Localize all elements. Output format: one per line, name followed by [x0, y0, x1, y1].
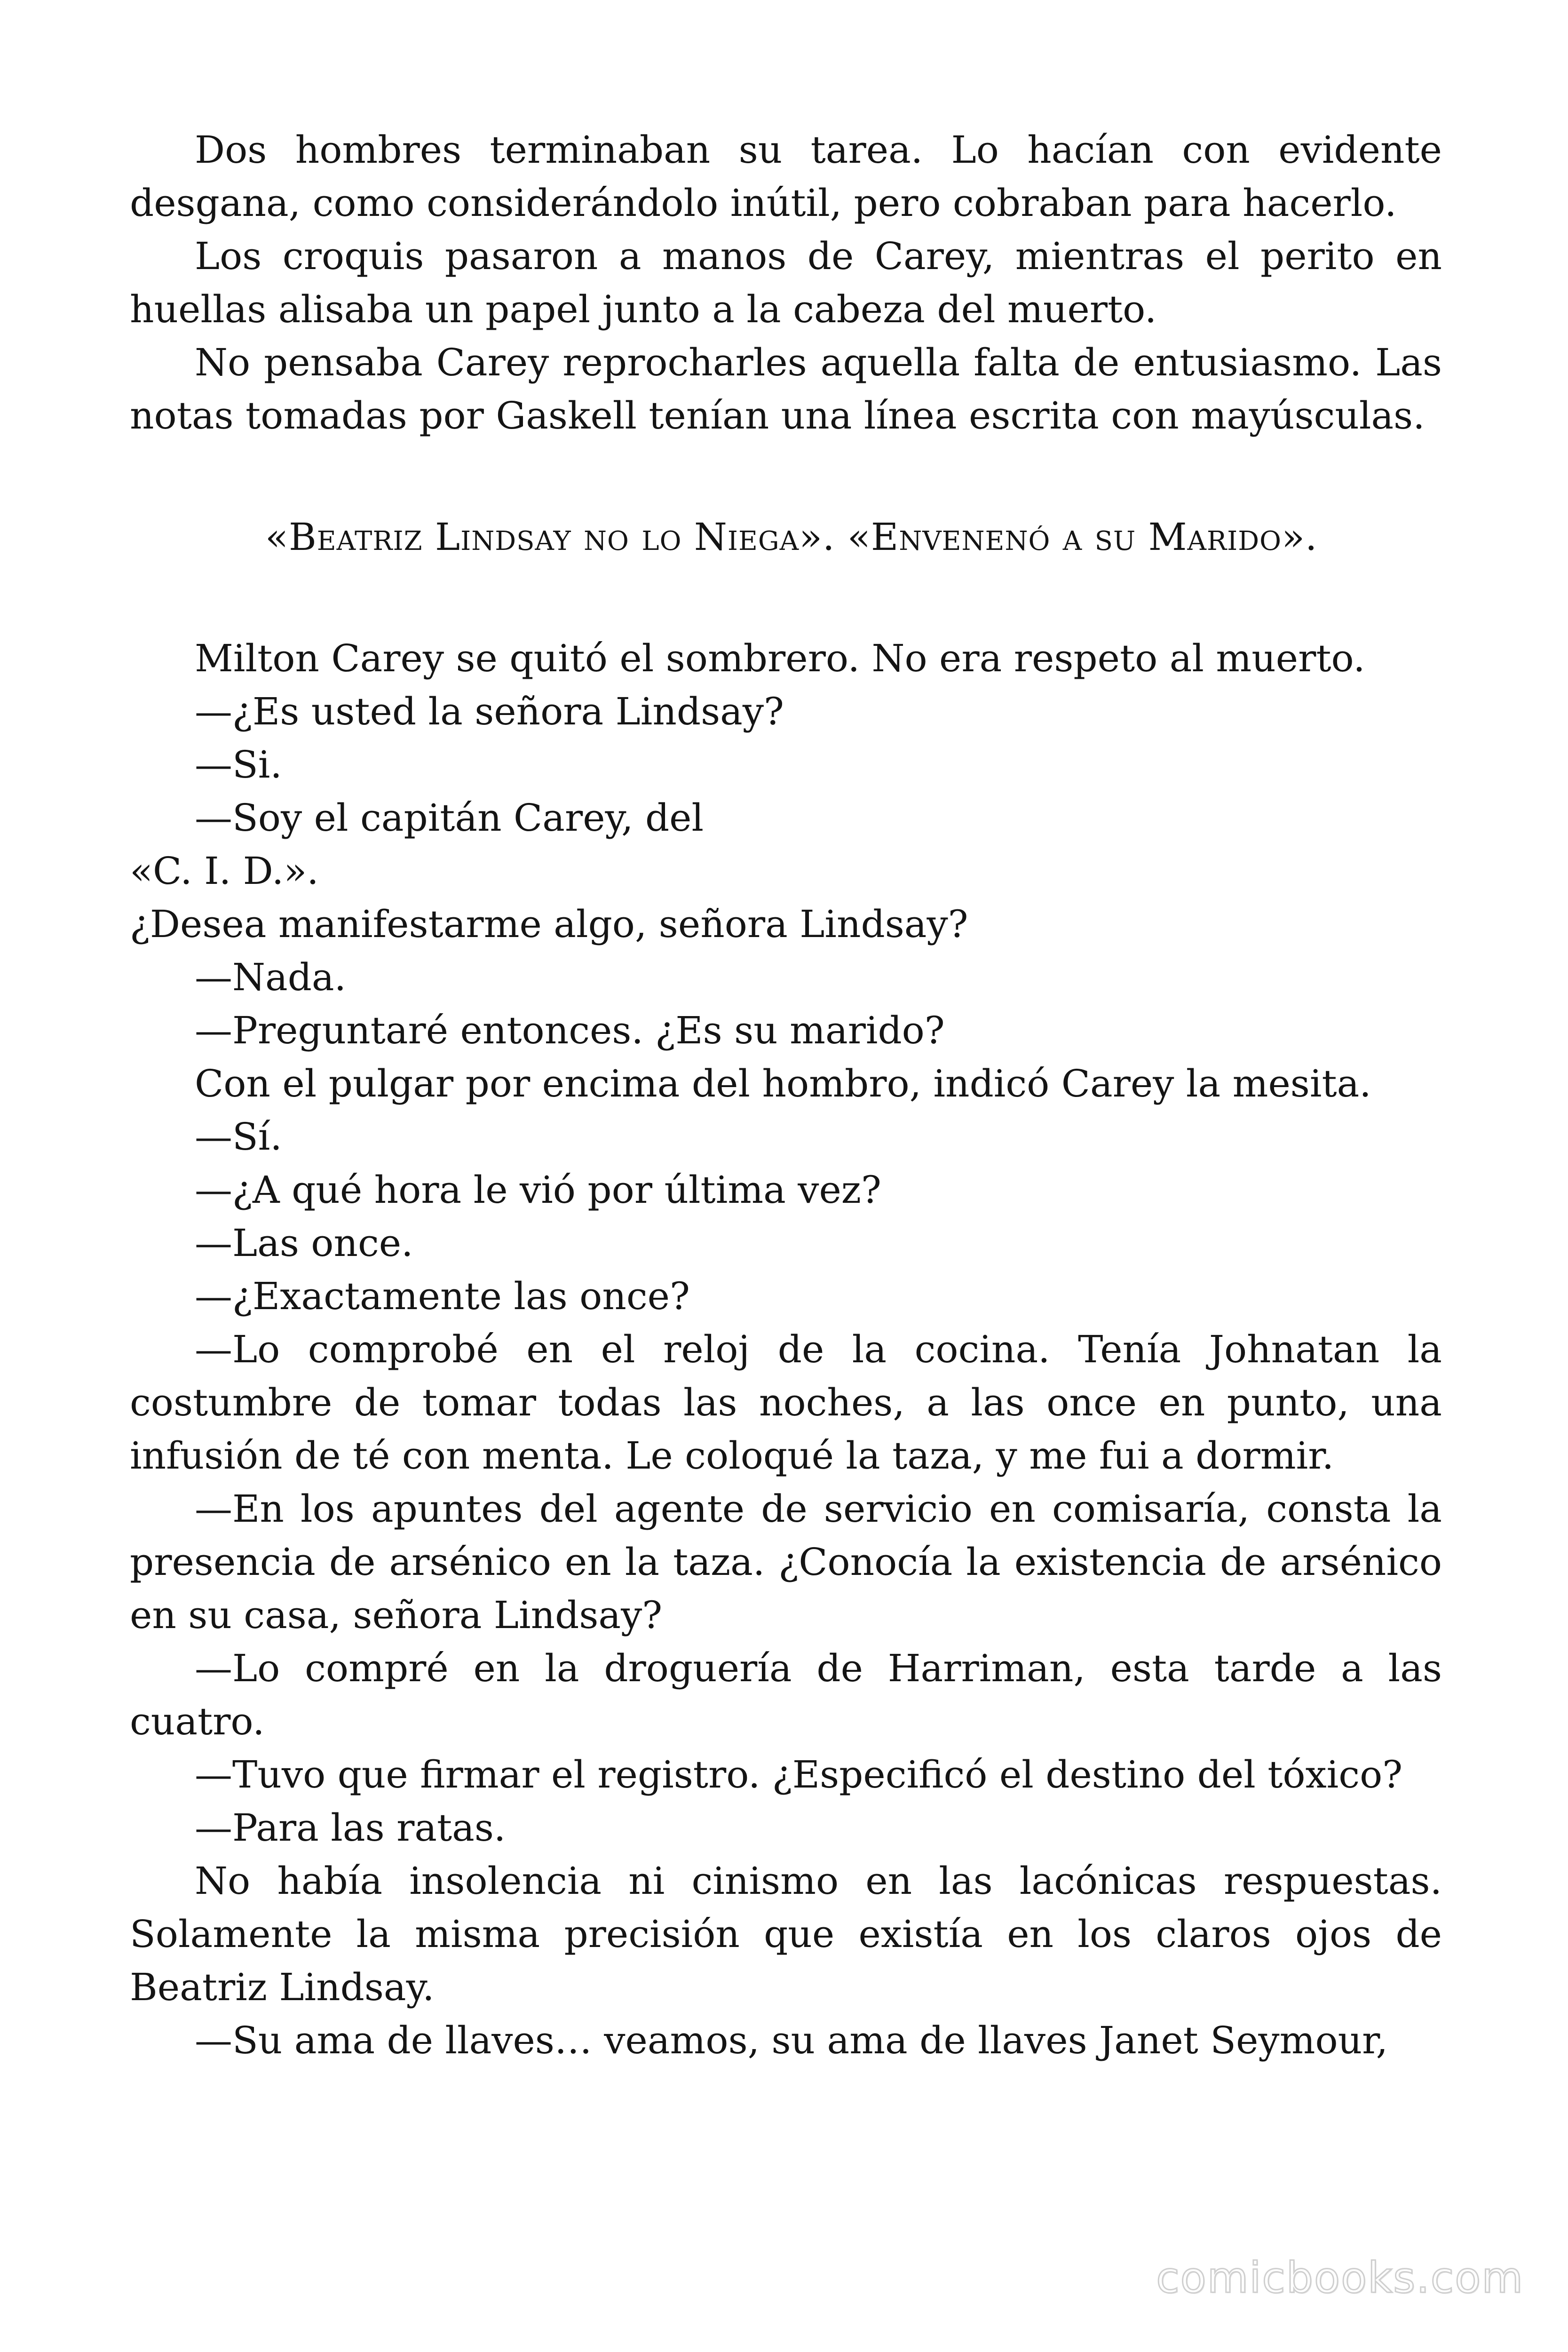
- paragraph: «C. I. D.».: [130, 849, 319, 893]
- paragraph: —¿Exactamente las once?: [195, 1274, 690, 1318]
- paragraph: No pensaba Carey reprocharles aquella falta de entusiasmo. Las notas tomadas por Gaskell tenían una línea escrita con mayúsculas.: [130, 341, 1442, 437]
- paragraph: —En los apuntes del agente de servicio en comisaría, consta la presencia de arsénico en la taza. ¿Conocía la existencia de arsénico en su casa, señora Lindsay?: [130, 1487, 1442, 1637]
- paragraph: —Soy el capitán Carey, del: [195, 796, 704, 840]
- paragraph: —Lo comprobé en el reloj de la cocina. Tenía Johnatan la costumbre de tomar todas las noches, a las once en punto, una infusión de té con menta. Le coloqué la taza, y me fui a dormir.: [130, 1327, 1442, 1478]
- paragraph: No había insolencia ni cinismo en las lacónicas respuestas. Solamente la misma precisión que existía en los claros ojos de Beatriz Lindsay.: [130, 1859, 1442, 2009]
- paragraph: Dos hombres terminaban su tarea. Lo hacían con evidente desgana, como considerándolo inútil, pero cobraban para hacerlo.: [130, 128, 1442, 225]
- paragraph: —Sí.: [195, 1115, 282, 1159]
- paragraph: —¿A qué hora le vió por última vez?: [195, 1168, 881, 1212]
- paragraph: —Nada.: [195, 955, 347, 999]
- dialogue-paragraphs: [130, 632, 1442, 2067]
- paragraph: —Si.: [195, 743, 282, 787]
- watermark: comicbooks.com: [1156, 2253, 1524, 2303]
- paragraph: —Su ama de llaves… veamos, su ama de llaves Janet Seymour,: [195, 2018, 1388, 2062]
- paragraph: —Para las ratas.: [195, 1806, 506, 1850]
- quote-text: «Beatriz Lindsay no lo Niega». «Envenenó a su Marido».: [265, 515, 1318, 559]
- paragraph: Con el pulgar por encima del hombro, indicó Carey la mesita.: [195, 1062, 1371, 1105]
- paragraph: —¿Es usted la señora Lindsay?: [195, 690, 784, 733]
- opening-paragraphs: [130, 123, 1442, 442]
- quoted-headline: [130, 508, 1442, 566]
- paragraph: —Tuvo que firmar el registro. ¿Especificó el destino del tóxico?: [195, 1753, 1403, 1796]
- paragraph: Los croquis pasaron a manos de Carey, mientras el perito en huellas alisaba un papel junto a la cabeza del muerto.: [130, 234, 1442, 331]
- paragraph: —Lo compré en la droguería de Harriman, esta tarde a las cuatro.: [130, 1646, 1442, 1743]
- paragraph: Milton Carey se quitó el sombrero. No era respeto al muerto.: [195, 636, 1365, 680]
- paragraph: —Las once.: [195, 1221, 413, 1265]
- paragraph: ¿Desea manifestarme algo, señora Lindsay?: [130, 902, 968, 946]
- book-page: [130, 123, 1442, 2067]
- paragraph: —Preguntaré entonces. ¿Es su marido?: [195, 1009, 945, 1052]
